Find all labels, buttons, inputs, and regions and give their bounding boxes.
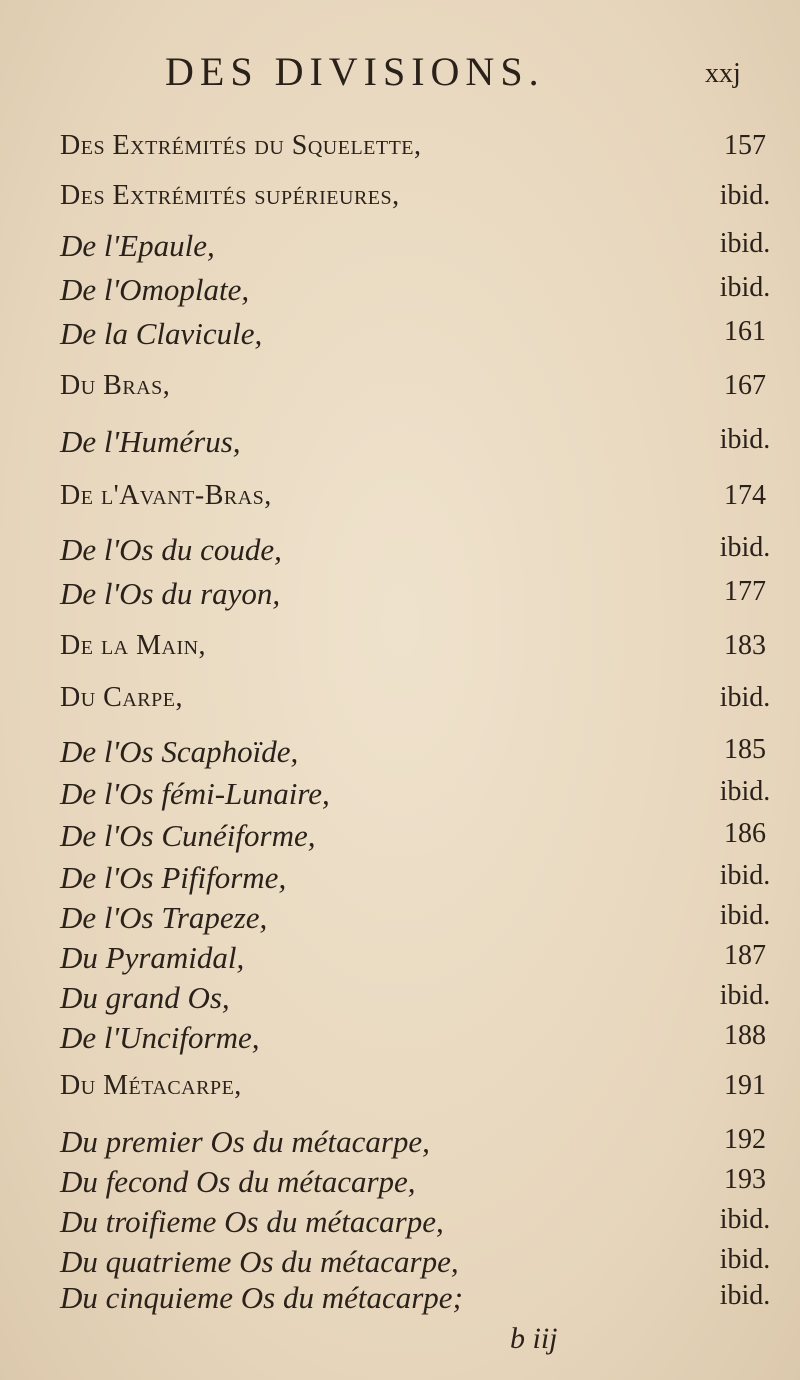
toc-entry <box>0 130 800 174</box>
toc-entry <box>0 1070 800 1114</box>
toc-entry <box>0 180 800 224</box>
toc-entry-page: ibid. <box>719 900 771 931</box>
toc-entry <box>0 1280 800 1328</box>
toc-entry-label: De l'Humérus, <box>60 424 241 459</box>
toc-entry-label: Du fecond Os du métacarpe, <box>60 1164 416 1199</box>
toc-entry-label: De l'Os Trapeze, <box>60 900 268 935</box>
toc-entry-page: 185 <box>724 734 766 765</box>
toc-entry <box>0 532 800 576</box>
toc-entry-label: De l'Omoplate, <box>60 272 250 307</box>
toc-entry <box>0 272 800 316</box>
toc-entry-page: 186 <box>724 818 766 849</box>
toc-entry <box>0 370 800 414</box>
toc-entry-label: Du quatrieme Os du métacarpe, <box>60 1244 459 1279</box>
toc-entry-page: ibid. <box>719 272 771 303</box>
toc-entry-page: 191 <box>724 1070 766 1101</box>
toc-entry <box>0 316 800 360</box>
toc-entry-label: Du grand Os, <box>60 980 230 1015</box>
toc-entry <box>0 980 800 1024</box>
toc-entry <box>0 818 800 862</box>
toc-entry <box>0 576 800 620</box>
toc-entry-page: ibid. <box>719 1244 771 1275</box>
toc-entry-label: De la Main, <box>60 630 207 661</box>
toc-entry-page: ibid. <box>719 228 771 259</box>
toc-entry <box>0 480 800 524</box>
toc-entry-page: ibid. <box>719 682 771 713</box>
toc-entry-page: 193 <box>724 1164 766 1195</box>
toc-entry-label: Du Pyramidal, <box>60 940 245 975</box>
toc-entry-label: De l'Epaule, <box>60 228 215 263</box>
toc-entry-label: Du cinquieme Os du métacarpe; <box>60 1280 463 1315</box>
toc-entry-page: ibid. <box>719 180 771 211</box>
toc-entry-page: 157 <box>724 130 766 161</box>
toc-entry-label: De l'Os fémi-Lunaire, <box>60 776 330 811</box>
toc-entry-label: De l'Os du rayon, <box>60 576 281 611</box>
toc-entry-page: 192 <box>724 1124 766 1155</box>
toc-entry <box>0 900 800 944</box>
toc-entry-label: De l'Os Scaphoïde, <box>60 734 299 769</box>
toc-entry-label: Du Carpe, <box>60 682 183 713</box>
toc-entry <box>0 228 800 272</box>
toc-entry-page: ibid. <box>719 532 771 563</box>
toc-entry <box>0 630 800 674</box>
toc-entry-page: ibid. <box>719 860 771 891</box>
toc-entry-page: 167 <box>724 370 766 401</box>
toc-entry-label: De la Clavicule, <box>60 316 263 351</box>
toc-entry <box>0 424 800 468</box>
signature-mark: b iij <box>510 1322 558 1355</box>
header-folio: xxj <box>705 58 741 89</box>
header-title: DES DIVISIONS. <box>165 49 545 94</box>
toc-entry-page: 183 <box>724 630 766 661</box>
toc-entry-page: ibid. <box>719 980 771 1011</box>
toc-entry-page: 187 <box>724 940 766 971</box>
toc-entry-label: Du premier Os du métacarpe, <box>60 1124 430 1159</box>
toc-entry-page: ibid. <box>719 1280 771 1311</box>
toc-entry-page: ibid. <box>719 424 771 455</box>
toc-entry-page: ibid. <box>719 1204 771 1235</box>
toc-entry-label: Du Bras, <box>60 370 171 401</box>
toc-entry <box>0 940 800 984</box>
toc-entry <box>0 1124 800 1168</box>
toc-entry-page: 174 <box>724 480 766 511</box>
toc-entry-page: 177 <box>724 576 766 607</box>
toc-entry-label: De l'Os Cunéiforme, <box>60 818 316 853</box>
toc-entry-label: De l'Avant-Bras, <box>60 480 272 511</box>
toc-entry-label: Du troifieme Os du métacarpe, <box>60 1204 444 1239</box>
toc-entry-label: De l'Unciforme, <box>60 1020 260 1055</box>
toc-entry <box>0 734 800 778</box>
toc-entry <box>0 860 800 904</box>
toc-entry <box>0 1164 800 1208</box>
toc-entry <box>0 1020 800 1064</box>
toc-entry-page: 161 <box>724 316 766 347</box>
toc-entry-label: De l'Os du coude, <box>60 532 282 567</box>
toc-entry-label: Des Extrémités supérieures, <box>60 180 400 211</box>
toc-entry-label: Du Métacarpe, <box>60 1070 242 1101</box>
toc-entry-label: Des Extrémités du Squelette, <box>60 130 422 161</box>
toc-entry-page: ibid. <box>719 776 771 807</box>
toc-entry-page: 188 <box>724 1020 766 1051</box>
running-header <box>0 48 800 108</box>
toc-entry-label: De l'Os Pififorme, <box>60 860 287 895</box>
toc-entry <box>0 1204 800 1248</box>
toc-entry <box>0 776 800 820</box>
toc-entry <box>0 682 800 726</box>
